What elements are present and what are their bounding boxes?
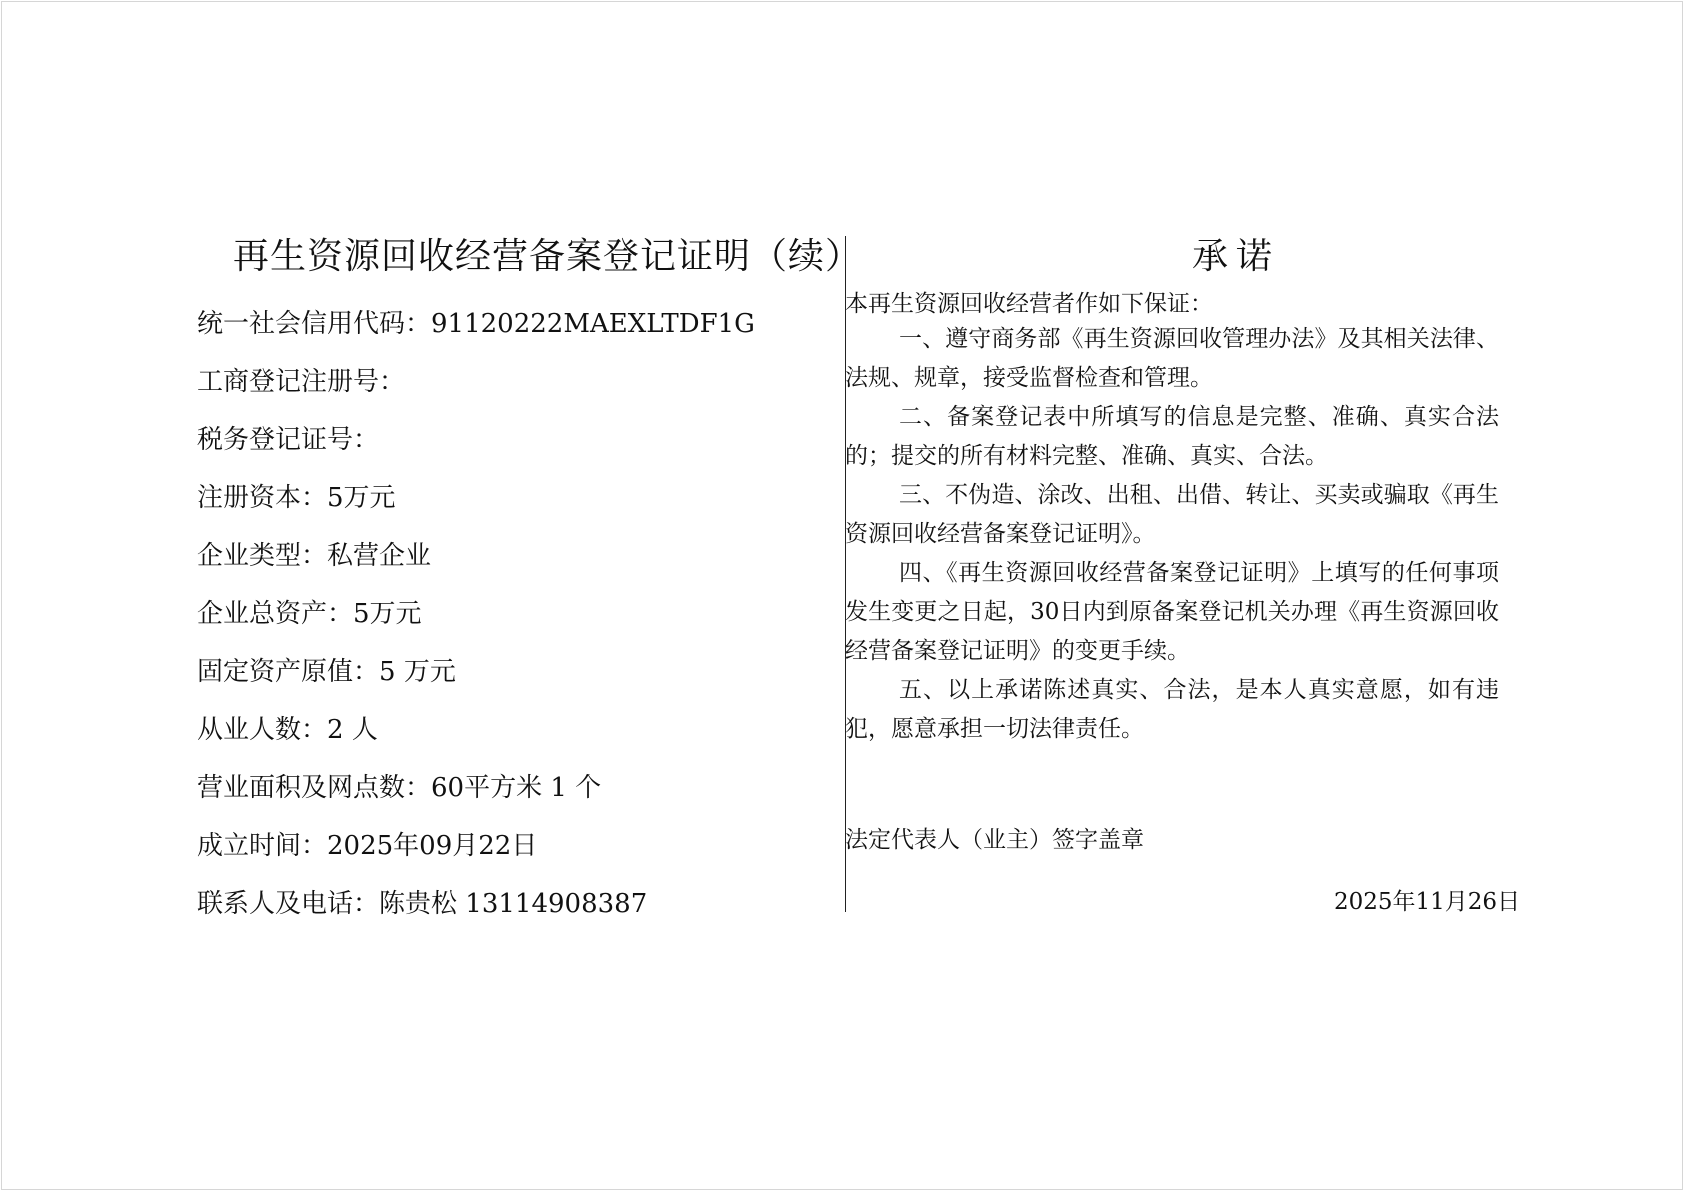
- field-label: 工商登记注册号：: [197, 367, 406, 397]
- field-fixed-assets: [197, 651, 456, 688]
- field-total-assets: [197, 593, 422, 630]
- field-registered-capital: [197, 477, 396, 514]
- signature-label: 法定代表人（业主）签字盖章: [845, 827, 1144, 853]
- field-label: 企业类型：: [197, 541, 328, 571]
- field-value: 私营企业: [327, 541, 432, 571]
- field-value: 60平方米 1 个: [431, 773, 602, 803]
- certificate-title: 再生资源回收经营备案登记证明（续）: [233, 236, 863, 277]
- field-contact: [197, 883, 647, 920]
- field-label: 税务登记证号：: [197, 425, 380, 455]
- field-label: 营业面积及网点数：: [197, 773, 432, 803]
- pledge-item: 二、备案登记表中所填写的信息是完整、准确、真实合法的；提交的所有材料完整、准确、真实、合法。: [845, 404, 1499, 469]
- field-label: 联系人及电话：: [197, 889, 380, 919]
- pledge-intro: 本再生资源回收经营者作如下保证：: [845, 291, 1213, 317]
- pledge-list: [845, 320, 1499, 749]
- pledge-title: 承诺: [1192, 236, 1281, 277]
- field-employee-count: [197, 709, 378, 746]
- pledge-item: 一、遵守商务部《再生资源回收管理办法》及其相关法律、法规、规章，接受监督检查和管理。: [845, 326, 1499, 391]
- field-value: 2 人: [327, 715, 378, 745]
- field-tax-registration-number: [197, 419, 379, 456]
- field-label: 统一社会信用代码：: [197, 309, 432, 339]
- field-value: 91120222MAEXLTDF1G: [431, 309, 755, 339]
- pledge-item: 三、不伪造、涂改、出租、出借、转让、买卖或骗取《再生资源回收经营备案登记证明》。: [845, 482, 1499, 547]
- field-value: 5万元: [353, 599, 422, 629]
- field-business-registration-number: [197, 361, 405, 398]
- field-label: 注册资本：: [197, 483, 328, 513]
- field-credit-code: [197, 303, 755, 340]
- pledge-item: 四、《再生资源回收经营备案登记证明》上填写的任何事项发生变更之日起，30日内到原备案登记机关办理《再生资源回收经营备案登记证明》的变更手续。: [845, 560, 1499, 664]
- field-enterprise-type: [197, 535, 431, 572]
- field-value: 5万元: [327, 483, 396, 513]
- field-establishment-date: [197, 825, 537, 862]
- field-label: 从业人数：: [197, 715, 328, 745]
- pledge-panel: [845, 0, 1686, 1193]
- field-value: 2025年09月22日: [327, 831, 538, 861]
- field-value: 5 万元: [379, 657, 456, 687]
- field-label: 成立时间：: [197, 831, 328, 861]
- pledge-item: 五、以上承诺陈述真实、合法，是本人真实意愿，如有违犯，愿意承担一切法律责任。: [845, 677, 1499, 742]
- field-label: 企业总资产：: [197, 599, 354, 629]
- sign-date: 2025年11月26日: [1334, 889, 1521, 915]
- field-label: 固定资产原值：: [197, 657, 380, 687]
- field-value: 陈贵松 13114908387: [379, 889, 648, 919]
- field-business-area: [197, 767, 601, 804]
